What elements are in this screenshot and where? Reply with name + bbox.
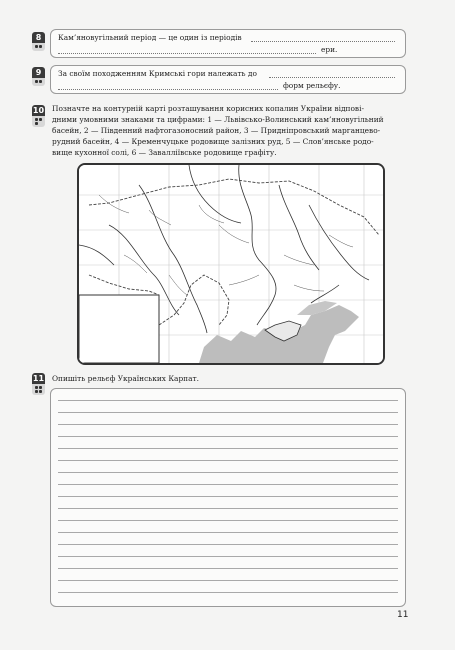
question-8-text: Кам’яновугільний період — це один із періодів: [58, 33, 242, 42]
question-9-answer-field-1[interactable]: [269, 77, 395, 78]
question-8-badge: 8: [32, 32, 45, 51]
question-9-badge: 9: [32, 67, 45, 86]
question-9-box: [50, 65, 406, 94]
difficulty-dots-icon: [32, 116, 45, 127]
question-9-ending: форм рельєфу.: [283, 81, 341, 90]
contour-map-drawing: [79, 165, 383, 363]
question-11-answer-area[interactable]: [50, 388, 406, 607]
workbook-page: 8 Кам’яновугільний період — це один із періодів ери. 9 За своїм походженням Кримські гори належать до форм рельєфу. 10 Позначте на контурній карті розташування корисних копалин України відпові- дними умовними знаками та цифрами: 1 — Львівсько-Волинський кам’яновугільний басейн, 2 — Південний нафтогазоносний район, 3 — Придніпровський марганцево- рудний басейн, 4 — Кременчуцьке родовище залізних руд, 5 — Слов’янське родо- вище кухонної солі, 6 — Завалліївське родовище графіту. 11 Опишіть рельєф Українських Карпат. 11: [0, 0, 455, 650]
question-8-answer-field-2[interactable]: [58, 53, 316, 54]
question-8-box: [50, 29, 406, 58]
difficulty-dots-icon: [32, 78, 45, 86]
difficulty-dots-icon: [32, 384, 45, 395]
question-8-answer-field-1[interactable]: [251, 41, 395, 42]
contour-map-ukraine[interactable]: [77, 163, 385, 365]
page-number: 11: [397, 610, 409, 620]
question-10-badge: 10: [32, 105, 45, 127]
question-9-answer-field-2[interactable]: [58, 89, 278, 90]
question-8-ending: ери.: [321, 45, 338, 54]
difficulty-dots-icon: [32, 43, 45, 51]
question-9-text: За своїм походженням Кримські гори належать до: [58, 69, 257, 78]
question-11-badge: 11: [32, 373, 45, 395]
question-11-text: Опишіть рельєф Українських Карпат.: [52, 374, 199, 383]
